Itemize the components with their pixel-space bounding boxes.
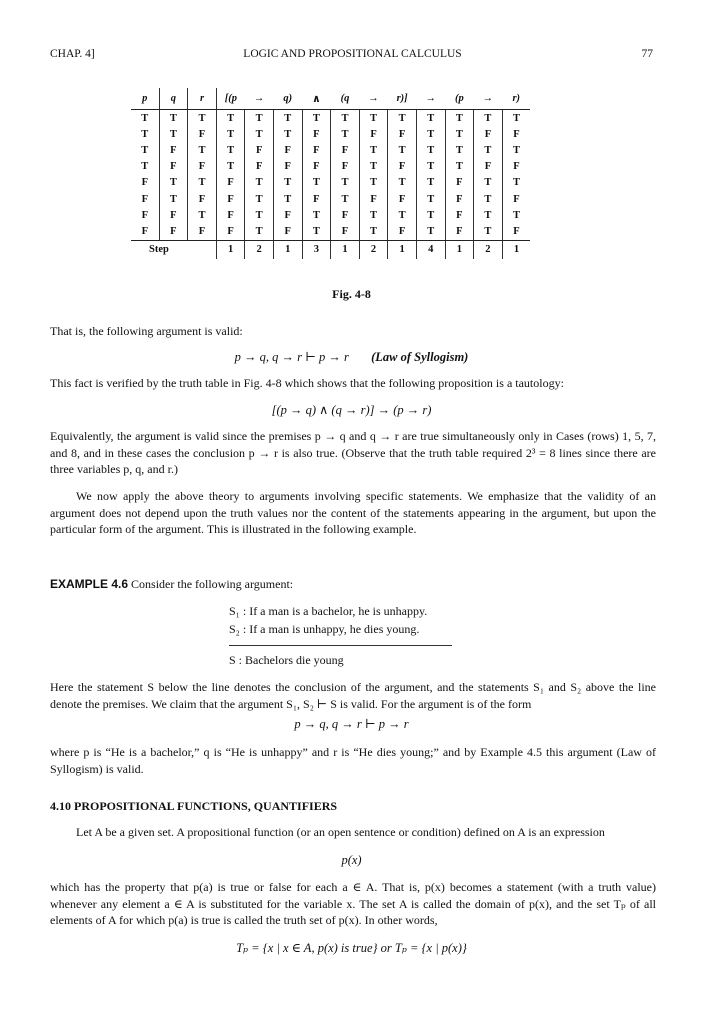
table-cell: T xyxy=(273,126,302,142)
table-cell: T xyxy=(302,110,331,127)
table-cell: F xyxy=(331,207,360,223)
example-heading xyxy=(50,576,656,593)
step-cell: 1 xyxy=(273,240,302,259)
figure-caption: Fig. 4-8 xyxy=(332,287,371,301)
table-header-cell: [(p xyxy=(216,88,245,110)
table-cell: T xyxy=(445,110,474,127)
table-row xyxy=(131,175,530,191)
premise-s1: S₁ : If a man is a bachelor, he is unhappy. xyxy=(229,604,428,618)
syllogism-formula: p → q, q → r ⊢ p → r xyxy=(234,350,349,364)
table-cell: F xyxy=(245,142,274,158)
table-cell: T xyxy=(188,175,217,191)
step-cell: 1 xyxy=(502,240,530,259)
page-header xyxy=(50,48,655,64)
table-cell: T xyxy=(416,207,445,223)
step-label: Step xyxy=(149,244,169,255)
table-cell: F xyxy=(445,223,474,240)
step-cell: 2 xyxy=(359,240,388,259)
table-header-cell: → xyxy=(245,88,274,110)
table-cell: T xyxy=(216,110,245,127)
table-cell: T xyxy=(416,126,445,142)
table-row xyxy=(131,191,530,207)
table-cell: F xyxy=(502,223,530,240)
example-intro: Consider the following argument: xyxy=(131,577,294,591)
table-row xyxy=(131,110,530,127)
table-cell: F xyxy=(216,207,245,223)
table-cell: F xyxy=(188,223,217,240)
table-row xyxy=(131,207,530,223)
table-cell: T xyxy=(388,142,417,158)
conclusion-s: S : Bachelors die young xyxy=(229,653,344,667)
table-cell: T xyxy=(359,110,388,127)
table-cell: T xyxy=(502,142,530,158)
table-cell: F xyxy=(359,191,388,207)
table-cell: T xyxy=(359,175,388,191)
table-cell: T xyxy=(388,175,417,191)
chapter-label: CHAP. 4] xyxy=(50,48,95,60)
table-cell: F xyxy=(273,142,302,158)
table-header-cell: p xyxy=(131,88,159,110)
table-cell: T xyxy=(474,142,503,158)
table-cell: T xyxy=(159,110,188,127)
table-cell: T xyxy=(359,159,388,175)
table-cell: F xyxy=(445,207,474,223)
table-cell: F xyxy=(302,126,331,142)
table-cell: T xyxy=(359,223,388,240)
table-cell: F xyxy=(188,126,217,142)
table-cell: F xyxy=(216,223,245,240)
table-cell: F xyxy=(302,142,331,158)
table-cell: F xyxy=(159,207,188,223)
step-row xyxy=(131,240,530,259)
table-cell: F xyxy=(502,191,530,207)
propositional-function: p(x) xyxy=(341,853,362,867)
premise-s2: S₂ : If a man is unhappy, he dies young. xyxy=(229,622,420,636)
table-cell: T xyxy=(416,191,445,207)
table-cell: F xyxy=(159,159,188,175)
paragraph-3: Equivalently, the argument is valid since the premises p → q and q → r are true simultaneously only in Cases (rows) 1, 5, 7, and 8, and in these cases the conclusion p → r is also true. (Observe that the truth table required 2³ = 8 lines since there are three variables p, q, and r.) xyxy=(50,429,656,476)
table-cell: F xyxy=(388,191,417,207)
paragraph-6: where p is “He is a bachelor,” q is “He is unhappy” and r is “He dies young;” and by Example 4.5 this argument (Law of Syllogism) is valid. xyxy=(50,745,656,776)
table-cell: T xyxy=(331,126,360,142)
table-cell: T xyxy=(302,175,331,191)
table-cell: T xyxy=(159,191,188,207)
step-cell: 1 xyxy=(216,240,245,259)
table-cell: T xyxy=(474,175,503,191)
argument-form: p → q, q → r ⊢ p → r xyxy=(294,717,409,731)
table-cell: F xyxy=(273,207,302,223)
table-cell: F xyxy=(474,126,503,142)
table-cell: F xyxy=(331,159,360,175)
table-cell: F xyxy=(188,191,217,207)
running-title: LOGIC AND PROPOSITIONAL CALCULUS xyxy=(243,48,462,60)
table-cell: T xyxy=(245,126,274,142)
table-cell: T xyxy=(416,223,445,240)
table-cell: T xyxy=(388,110,417,127)
paragraph-2: This fact is verified by the truth table in Fig. 4-8 which shows that the following proposition is a tautology: xyxy=(50,376,564,390)
table-cell: T xyxy=(445,142,474,158)
table-cell: F xyxy=(188,159,217,175)
table-cell: F xyxy=(502,126,530,142)
step-cell: 3 xyxy=(302,240,331,259)
table-cell: T xyxy=(216,142,245,158)
page-number: 77 xyxy=(641,48,653,60)
table-cell: F xyxy=(388,126,417,142)
table-row xyxy=(131,223,530,240)
table-cell: F xyxy=(331,223,360,240)
table-header-cell: q xyxy=(159,88,188,110)
table-cell: T xyxy=(474,191,503,207)
table-cell: T xyxy=(416,175,445,191)
table-cell: F xyxy=(216,191,245,207)
table-cell: T xyxy=(416,159,445,175)
table-header-cell: r xyxy=(188,88,217,110)
conclusion-rule xyxy=(229,645,452,646)
table-header-cell: (q xyxy=(331,88,360,110)
table-cell: T xyxy=(416,110,445,127)
table-cell: T xyxy=(159,126,188,142)
step-cell: 1 xyxy=(445,240,474,259)
table-header-cell: r)] xyxy=(388,88,417,110)
table-header-cell: q) xyxy=(273,88,302,110)
truth-table xyxy=(131,88,530,259)
table-cell: F xyxy=(302,159,331,175)
syllogism-name: (Law of Syllogism) xyxy=(371,350,469,364)
step-cell: 4 xyxy=(416,240,445,259)
step-cell: 1 xyxy=(331,240,360,259)
table-header-cell: → xyxy=(416,88,445,110)
table-cell: T xyxy=(502,110,530,127)
table-cell: F xyxy=(359,126,388,142)
table-cell: T xyxy=(445,126,474,142)
table-cell: T xyxy=(302,207,331,223)
table-cell: F xyxy=(131,223,159,240)
step-cell: 2 xyxy=(474,240,503,259)
table-cell: T xyxy=(273,110,302,127)
table-cell: F xyxy=(141,209,148,221)
paragraph-7: Let A be a given set. A propositional function (or an open sentence or condition) defined on A is an expression xyxy=(76,825,605,839)
table-cell: T xyxy=(359,142,388,158)
table-cell: F xyxy=(245,159,274,175)
table-cell: T xyxy=(273,175,302,191)
table-cell: T xyxy=(216,126,245,142)
paragraph-5: Here the statement S below the line denotes the conclusion of the argument, and the statements S₁ and S₂ above the line denote the premises. We claim that the argument S₁, S₂ ⊢ S is valid. For the argument is of the form xyxy=(50,680,656,711)
table-cell: T xyxy=(416,142,445,158)
table-cell: T xyxy=(359,207,388,223)
table-header-cell: → xyxy=(474,88,503,110)
table-cell: T xyxy=(188,110,217,127)
table-cell: F xyxy=(502,159,530,175)
table-header-cell: (p xyxy=(445,88,474,110)
table-cell: T xyxy=(245,223,274,240)
truth-set-formula: Tₚ = {x | x ∈ A, p(x) is true} or Tₚ = {x | p(x)} xyxy=(236,941,467,955)
table-cell: T xyxy=(245,191,274,207)
table-cell: T xyxy=(302,223,331,240)
table-cell: T xyxy=(141,161,149,173)
table-cell: F xyxy=(273,159,302,175)
example-label: EXAMPLE 4.6 xyxy=(50,577,129,591)
table-cell: T xyxy=(141,128,149,140)
table-header-cell: ∧ xyxy=(302,88,331,110)
table-cell: F xyxy=(159,142,188,158)
step-cell: 1 xyxy=(388,240,417,259)
paragraph-8: which has the property that p(a) is true or false for each a ∈ A. That is, p(x) becomes a statement (with a truth value) whenever any element a ∈ A is substituted for the variable x. The set A is called the domain of p(x), and the set Tₚ of all elements of A for which p(a) is true is called the truth set of p(x). In other words, xyxy=(50,880,656,927)
table-cell: T xyxy=(331,175,360,191)
table-cell: T xyxy=(502,207,530,223)
table-cell: T xyxy=(331,191,360,207)
table-cell: F xyxy=(388,223,417,240)
table-row xyxy=(131,159,530,175)
table-cell: T xyxy=(159,175,188,191)
table-cell: T xyxy=(474,110,503,127)
table-cell: T xyxy=(502,175,530,191)
table-row xyxy=(131,142,530,158)
table-cell: T xyxy=(474,223,503,240)
table-cell: T xyxy=(245,175,274,191)
table-cell: T xyxy=(331,110,360,127)
table-cell: F xyxy=(141,177,148,189)
table-cell: F xyxy=(273,223,302,240)
table-cell: F xyxy=(141,193,148,205)
section-heading: 4.10 PROPOSITIONAL FUNCTIONS, QUANTIFIERS xyxy=(50,799,338,813)
table-cell: F xyxy=(388,159,417,175)
table-cell: T xyxy=(245,110,274,127)
table-cell: T xyxy=(474,207,503,223)
paragraph-1: That is, the following argument is valid: xyxy=(50,324,243,338)
table-header-cell: → xyxy=(359,88,388,110)
table-cell: F xyxy=(445,191,474,207)
table-cell: T xyxy=(188,207,217,223)
table-cell: F xyxy=(159,223,188,240)
table-cell: T xyxy=(273,191,302,207)
table-cell: F xyxy=(216,175,245,191)
table-cell: F xyxy=(445,175,474,191)
paragraph-4: We now apply the above theory to arguments involving specific statements. We emphasize that the validity of an argument does not depend upon the truth values nor the content of the statements appearing in the argument, but upon the particular form of the argument. This is illustrated in the following example. xyxy=(50,489,656,536)
table-cell: F xyxy=(474,159,503,175)
table-header-cell: r) xyxy=(502,88,530,110)
table-cell: T xyxy=(141,112,149,124)
tautology-formula: [(p → q) ∧ (q → r)] → (p → r) xyxy=(271,403,432,417)
table-cell: T xyxy=(388,207,417,223)
table-cell: F xyxy=(302,191,331,207)
table-cell: T xyxy=(188,142,217,158)
syllogism-line xyxy=(0,349,703,365)
step-cell: 2 xyxy=(245,240,274,259)
table-cell: T xyxy=(445,159,474,175)
table-cell: F xyxy=(331,142,360,158)
table-cell: T xyxy=(245,207,274,223)
table-row xyxy=(131,126,530,142)
table-cell: T xyxy=(141,144,149,156)
table-cell: T xyxy=(216,159,245,175)
